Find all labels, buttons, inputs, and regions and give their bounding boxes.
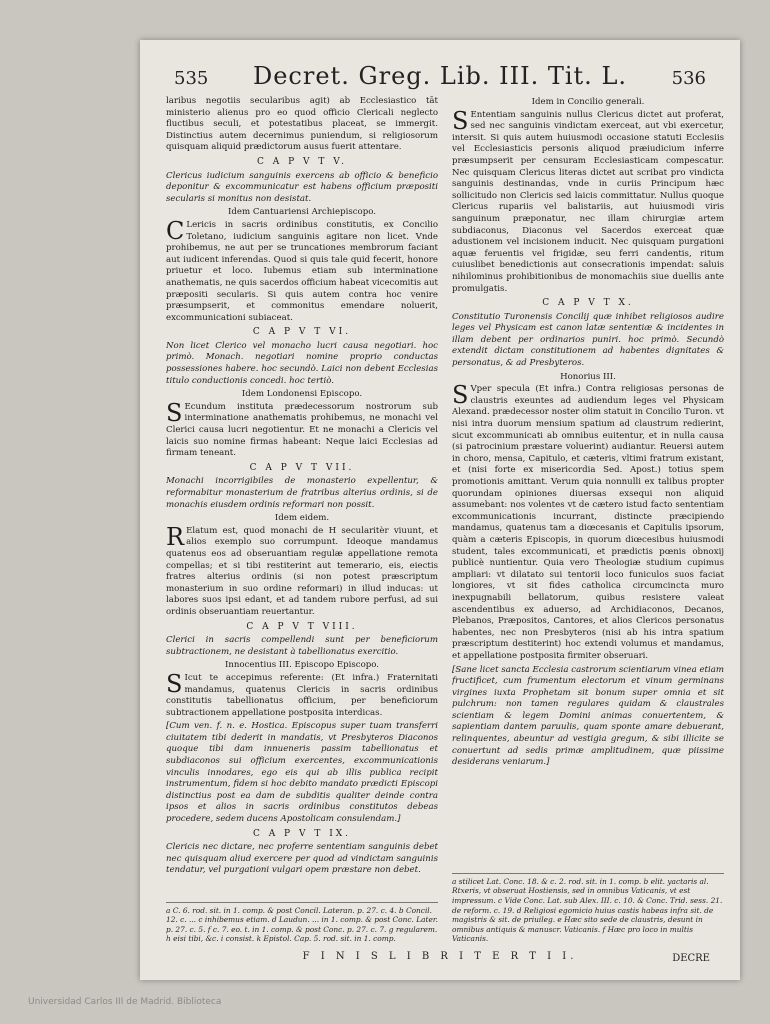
chapter-source: Innocentius III. Episcopo Episcopo. [224, 660, 380, 671]
chapter-text [166, 522, 438, 619]
chapter-body: Elatum est, quod monachi de H secularitèr viuunt, et alios exemplo suo corrumpunt. Ideoque mandamus quatenus eos ad obseruantiam regulæ appellatione remota compellas; et si tibi restiterint aut temerario, eis, eiectis fratres alterius ordinis (si non potest præscriptum monasterium in suo ordine reformari) in illud inducas: ut labores suos ipsi edant, et ad tandem rubore perfusi, ad sui ordinis obseruantiam reuertantur. [166, 525, 438, 617]
page-number-left: 535 [174, 68, 209, 89]
chapter-gloss: [Sane licet sancta Ecclesia castrorum scientiarum vinea etiam fructificet, cum frumentum electorum et vinum germinans virgines iuxta Prophetam sit bonum super omnia et sit pulchrum: non tamen regulares quidam & claustrales scientiam & legem Domini animas conuertentem, & sapientiam dantem paruulis, quam sponte amare debuerant, relinquentes, abeuntur ad vestigia gregum, & sibi illicite se conuertunt ad sedis primæ amplitudinem, quæ piissime desiderans veniarum.] [452, 664, 724, 768]
chapter-text [166, 216, 438, 324]
chapter-heading: C A P V T V. [256, 156, 348, 167]
drop-cap: S [452, 106, 469, 135]
chapter-text [452, 381, 724, 662]
chapter-summary: Non licet Clerico vel monacho lucri causa negotiari. hoc primò. Monach. negotiari nomine proprio conductas possessiones habere. hoc secundò. Laici non debent Ecclesias titulo conductionis concedi. hoc tertiò. [166, 340, 438, 386]
chapter-heading: C A P V T IX. [252, 828, 352, 839]
drop-cap: R [166, 522, 185, 551]
opening-paragraph: laribus negotiis secularibus agit) ab Ecclesiastico tāt ministerio alienus pro eo quod officio Clericali neglecto fluctibus seculi, et potestatibus placeat, se immergit. Distinctius autem decernimus puniendum, si religiosorum quisquam aliquid prædictorum ausus fuerit attentare. [166, 96, 438, 153]
chapter-source: Honorius III. [560, 371, 616, 382]
drop-cap: S [166, 398, 183, 427]
drop-cap: S [166, 669, 183, 698]
chapter-heading: C A P V T VIII. [246, 621, 358, 632]
book-page [140, 40, 740, 980]
chapter-body: Icut te accepimus referente: (Et infra.) Fraternitati mandamus, quatenus Clericis in sacris ordinibus constitutis tabellionatus officium, per beneficiorum subtractionem appellatione postposita interdicas. [166, 672, 438, 718]
chapter-body: Lericis in sacris ordinibus constitutis, ex Concilio Toletano, iudicium sanguinis agitare non licet. Vnde prohibemus, ne aut per se truncationes membrorum faciant aut iudicent inferendas. Quod si quis tale quid fecerit, honore priuetur et loco. Iubemus etiam sub interminatione anathematis, ne quis sacerdos officium habeat vicecomitis aut præpositi secularis. Si quis autem contra hoc venire præsumpserit, et commonitus emendare noluerit, excommunicationi subiaceat. [166, 219, 438, 323]
chapter-summary: Constitutio Turonensis Concilij quæ inhibet religiosos audire leges vel Physicam est canon latæ sententiæ & incidentes in illam debent per ordinarios puniri. hoc primò. Secundò extendit dictam constitutionem ad habentes dignitates & personatus, & ad Presbyteros. [452, 311, 724, 369]
chapter-source: Idem Cantuariensi Archiepiscopo. [228, 207, 376, 218]
drop-cap: C [166, 216, 185, 245]
finis-line: F I N I S L I B R I T E R T I I. [302, 951, 578, 962]
footnotes-left: a C. 6. rod. sit. in 1. comp. & post Concil. Lateran. p. 27. c. 4. b Concil. 12. c. ... c inhibemus etiam. d Laudun. ... in 1. comp. & post Conc. Later. p. 27. c. 5. f c. 7. eo. t. in 1. comp. & post Conc. p. 27. c. 7. g regularem. h eisi tibi, &c. i consist. k Epistol. Cap. 5. rod. sit. in 1. comp. [166, 902, 438, 944]
chapter-text [452, 106, 724, 296]
chapter-heading: C A P V T X. [542, 298, 634, 309]
footnotes-right: a stilicet Lat. Conc. 18. & c. 2. rod. sit. in 1. comp. b elit. yactaris al. Rtxeris, vt obseruat Hostiensis, sed in omnibus Vaticanis, vt est impressum. c Vide Conc. Lat. sub Alex. III. c. 10. & Conc. Trid. sess. 21. de reform. c. 19. d Religiosi egomicio huius castis habeas infra sit. de magistris & sit. de priuileg. e Hæc sito sede de claustris, desunt in omnibus antiquis & manuscr. Vaticanis. f Hæc pro loco in multis Vaticanis. [452, 873, 724, 944]
chapter-summary: Clericus iudicium sanguinis exercens ab officio & beneficio deponitur & excommunicatur est habens officium præpositi secularis si monitus non desistat. [166, 170, 438, 204]
chapter-text [166, 669, 438, 719]
chapter-heading: C A P V T VI. [252, 327, 352, 338]
chapter-body: Ententiam sanguinis nullus Clericus dictet aut proferat, sed nec sanguinis vindictam exerceat, aut vbi exercetur, intersit. Si quis autem huiusmodi occasione statuti Ecclesiis vel Ecclesiasticis personis aliquod præiudicium inferre præsumpserit per censuram Ecclesiasticam compescatur. Nec quisquam Clericus literas dictet aut scribat pro vindicta sanguinis destinandas, vnde in curiis Principum hæc sollicitudo non Clericis sed laicis committatur. Nullus quoque Clericus rupariis vel balistariis, aut huiusmodi viris sanguinum præponatur, nec illam chirurgiæ artem subdiaconus, Diaconus vel Sacerdos exerceat quæ adustionem vel incisionem inducit. Nec quisquam purgationi aquæ feruentis vel frigidæ, seu ferri candentis, ritum cuiuslibet benedictionis aut consecrationis impendat: saluis nihilominus prohibitionibus de monomachiis siue duellis ante promulgatis. [452, 109, 724, 294]
chapter-summary: Monachi incorrigibiles de monasterio expellentur, & reformabitur monasterium de fratribus alterius ordinis, si de monachis eiusdem ordinis reformari non possit. [166, 476, 438, 510]
drop-cap: S [452, 381, 469, 410]
chapter-body: Ecundum instituta prædecessorum nostrorum sub interminatione anathematis prohibemus, ne monachi vel Clerici causa lucri negotientur. Et ne monachi a Clericis vel laicis suo nomine firmas habeant: Neque laici Ecclesias ad firmam teneant. [166, 401, 438, 459]
chapter-summary: Clericis nec dictare, nec proferre sententiam sanguinis debet nec quisquam aliud exercere per quod ad vindictam sanguinis tendatur, vel purgationi vulgari opem præstare non debet. [166, 842, 438, 876]
left-column [166, 96, 438, 890]
chapter-heading: C A P V T VII. [249, 462, 355, 473]
library-watermark: Universidad Carlos III de Madrid. Biblioteca [28, 997, 222, 1007]
chapter-source: Idem eidem. [274, 513, 330, 524]
catchword: DECRE [672, 953, 710, 964]
page-header [160, 62, 720, 98]
right-column [452, 96, 724, 890]
chapter-source: Idem Londonensi Episcopo. [241, 389, 363, 400]
page-number-right: 536 [671, 68, 706, 89]
running-title: Decret. Greg. Lib. III. Tit. L. [252, 62, 628, 90]
chapter-body: Vper specula (Et infra.) Contra religiosas personas de claustris exeuntes ad audiendum leges vel Physicam Alexand. prædecessor noster olim statuit in Concilio Turon. vt nisi intra duorum mensium spatium ad claustrum redierint, sicut excommunicati ab omnibus euitentur, et in nulla causa (si patrocinium præstare voluerint) audiantur. Reuersi autem in choro, mensa, Capitulo, et cæteris, vltimi fratrum existant, et (nisi forte ex misericordia Sed. Apost.) totius spem promotionis amittant. Verum quia nonnulli ex talibus propter quorundam opiniones diuersas exsequi non aliquid assumebant: nos volentes vt de cætero istud facto sententiam excommunicationis incurrant, distincte præcipiendo mandamus, quatenus tam a diœcesanis et Capitulis ipsorum, quàm a cæteris Episcopis, in quorum diœcesibus huiusmodi student, tales excommunicati, et prædictis pœnis obnoxij publicè nuntientur. Quia vero Theologiæ studium cupimus ampliari: vt dilatato sui tentorii loco funiculos suos faciat longiores, vt sit fides catholica circumcincta muro inexpugnabili bellatorum, quibus resistere valeat ascendentibus ex aduerso, ad Archidiaconos, Decanos, Plebanos, Præpositos, Cantores, et alios Clericos personatus habentes, nec non Presbyteros (nisi ab his intra spatium præscriptum destiterint) hoc extendi volumus et mandamus, et appellatione postposita firmiter obseruari. [452, 384, 724, 661]
chapter-summary: Clerici in sacris compellendi sunt per beneficiorum subtractionem, ne desistant à tabellionatus exercitio. [166, 635, 438, 657]
chapter-source: Idem in Concilio generali. [531, 97, 645, 107]
chapter-text [166, 398, 438, 460]
chapter-gloss: [Cum ven. f. n. e. Hostica. Episcopus super tuam transferri ciuitatem tibi dederit in mandatis, vt Presbyteros Diaconos quoque tibi dam innueneris passim tabellionatus et subdiaconos sui officium exercentes, excommunicationis vinculis innodares, ego eis qui ab illis publica recipit instrumentum, fidem si hoc debito mandato prædicti Episcopi distinctius post ea dam de subditis qualiter deinde contra ipsos et alios in sacris ordinibus constitutos debeas procedere, sedem ducens Apostolicam consulendam.] [166, 721, 438, 825]
